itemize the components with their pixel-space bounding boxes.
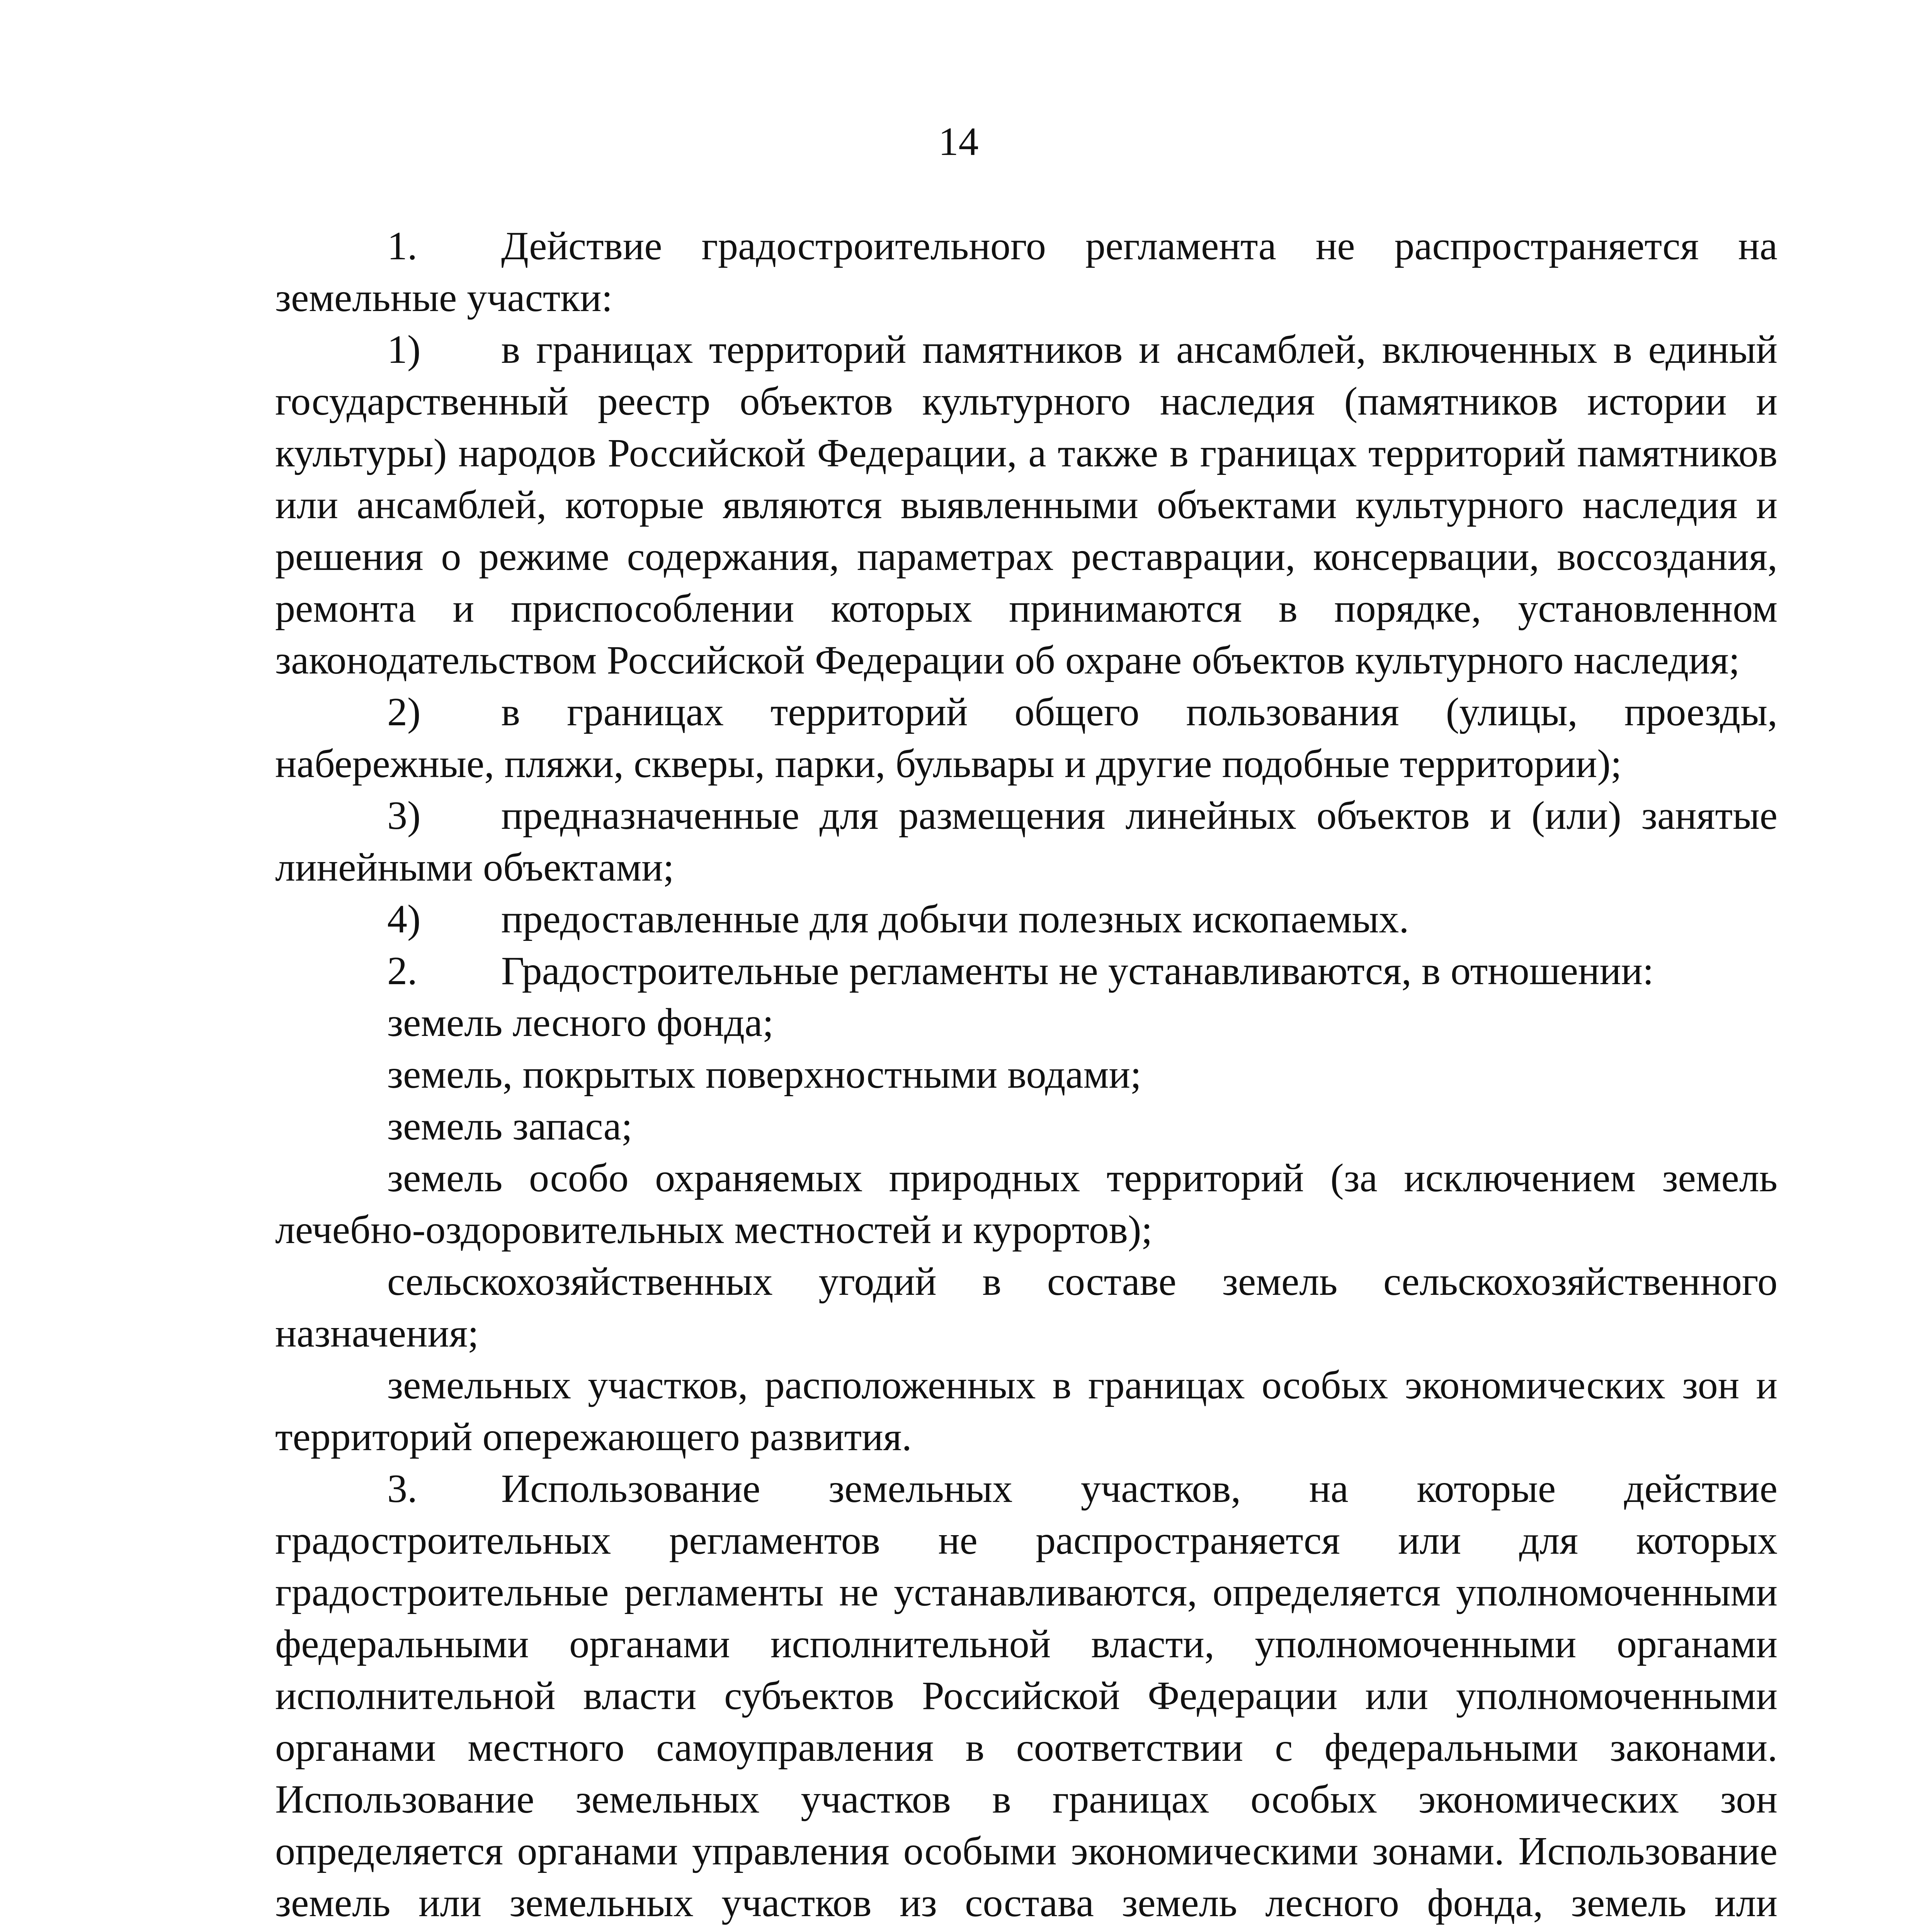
list-item: земель лесного фонда; — [387, 1000, 774, 1045]
list-item: сельскохозяйственных угодий в составе земель сельскохозяйственного назначения; — [275, 1259, 1778, 1355]
paragraph-2 — [275, 945, 1778, 997]
subparagraph-number: 1) — [387, 327, 421, 372]
list-item: земель запаса; — [387, 1104, 633, 1148]
list-item: земель особо охраняемых природных территорий (за исключением земель лечебно-оздоровительных местностей и курортов); — [275, 1156, 1778, 1252]
paragraph-text: Использование земельных участков, на которые действие градостроительных регламентов не распространяется или для которых градостроительные регламенты не устанавливаются, определяется уполномоченными федеральными органами исполнительной власти, уполномоченными органами исполнительной власти субъектов Российской Федерации или уполномоченными органами местного самоуправления в соответствии с федеральными законами. Использование земельных участков в границах особых экономических зон определяется органами управления особыми экономическими зонами. Использование земель или земельных участков из состава земель лесного фонда, земель или — [275, 1466, 1778, 1925]
subparagraph-1-2 — [275, 686, 1778, 790]
paragraph-number: 1. — [387, 224, 417, 268]
subparagraph-text: в границах территорий памятников и ансамблей, включенных в единый государственный реестр объектов культурного наследия (памятников истории и культуры) народов Российской Федерации, а также в границах территорий памятников или ансамблей, которые являются выявленными объектами культурного наследия и решения о режиме содержания, параметрах реставрации, консервации, воссоздания, ремонта и приспособлении которых принимаются в порядке, установленном законодательством Российской Федерации об охране объектов культурного наследия; — [275, 327, 1778, 682]
subparagraph-text: предоставленные для добычи полезных ископаемых. — [501, 897, 1409, 941]
subparagraph-text: в границах территорий общего пользования (улицы, проезды, набережные, пляжи, скверы, парки, бульвары и другие подобные территории); — [275, 690, 1778, 786]
paragraph-number: 2. — [387, 949, 417, 993]
list-item: земельных участков, расположенных в границах особых экономических зон и территорий опережающего развития. — [275, 1363, 1778, 1459]
page-number: 14 — [938, 119, 979, 164]
paragraph-text: Действие градостроительного регламента не распространяется на земельные участки: — [275, 224, 1778, 320]
paragraph-1 — [275, 220, 1778, 324]
document-body — [275, 220, 1778, 1932]
subparagraph-1-1 — [275, 324, 1778, 686]
paragraph-number: 3. — [387, 1466, 417, 1511]
paragraph-text: Градостроительные регламенты не устанавливаются, в отношении: — [501, 949, 1654, 993]
list-item: земель, покрытых поверхностными водами; — [387, 1052, 1141, 1097]
subparagraph-1-4 — [275, 893, 1778, 945]
subparagraph-number: 3) — [387, 793, 421, 838]
subparagraph-text: предназначенные для размещения линейных объектов и (или) занятые линейными объектами; — [275, 793, 1778, 889]
subparagraph-number: 2) — [387, 690, 421, 734]
subparagraph-1-3 — [275, 790, 1778, 893]
paragraph-3 — [275, 1463, 1778, 1932]
subparagraph-number: 4) — [387, 897, 421, 941]
